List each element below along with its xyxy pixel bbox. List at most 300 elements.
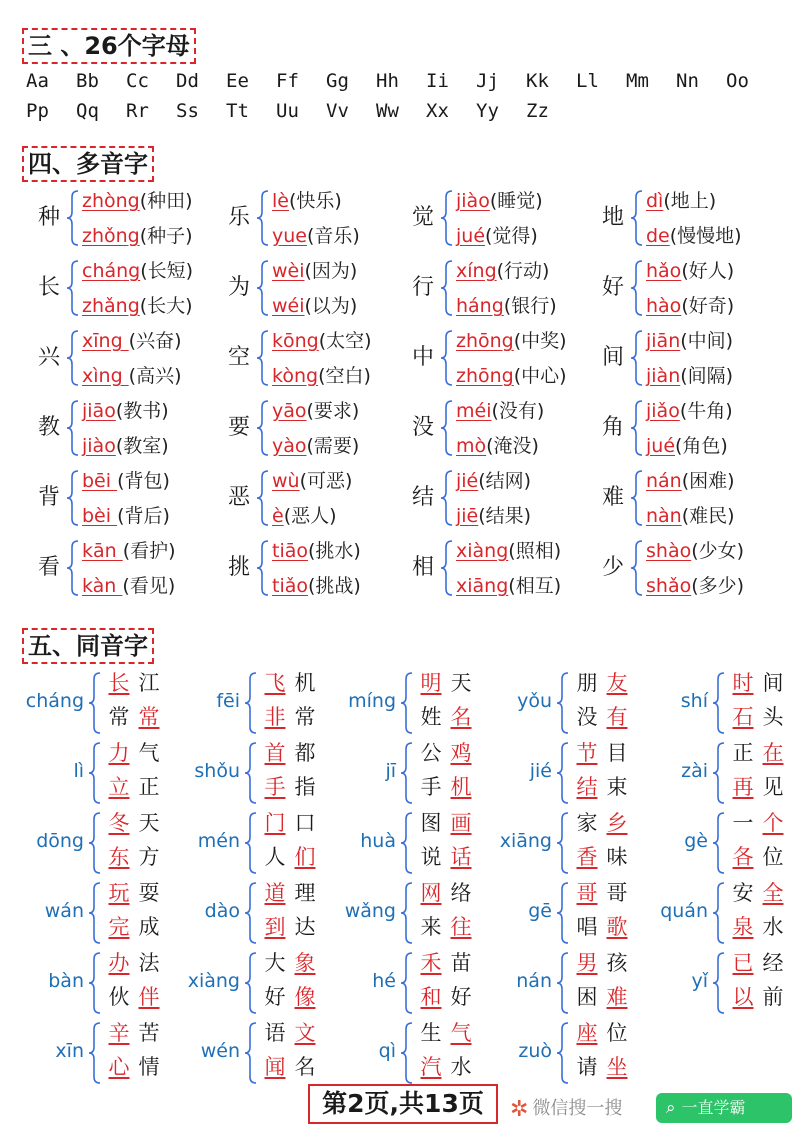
polyphonic-entry: [602, 398, 792, 458]
homophone-word: [728, 810, 788, 836]
reading-pinyin: jiǎo: [646, 400, 680, 422]
homophone-entry: [166, 880, 326, 946]
brace-icon: [66, 190, 80, 246]
polyphonic-entry: [38, 328, 228, 388]
brace-icon: [88, 812, 102, 874]
brace-icon: [440, 190, 454, 246]
homophone-character: 人: [264, 845, 286, 869]
homophone-entry: [634, 950, 794, 1016]
reading-example-word: (教室): [115, 435, 169, 457]
reading-line: [272, 189, 342, 213]
homophone-entry: [478, 740, 638, 806]
alphabet-section-title: 三 、26个字母: [22, 28, 196, 64]
homophone-character-highlighted: 心: [108, 1055, 130, 1079]
homophone-entry: [10, 950, 170, 1016]
reading-example-word: (行动): [496, 260, 550, 282]
homophone-character-highlighted: 东: [108, 845, 130, 869]
homophone-character: 公: [420, 741, 442, 765]
homophone-character-highlighted: 象: [294, 951, 316, 975]
brace-icon: [556, 1022, 570, 1084]
reading-line: [646, 504, 735, 528]
letter-pair: Aa: [26, 70, 49, 92]
reading-line: [82, 574, 175, 598]
homophone-character-highlighted: 歌: [606, 915, 628, 939]
homophone-character: 正: [138, 775, 160, 799]
reading-line: [646, 539, 744, 563]
reading-line: [82, 364, 182, 388]
reading-line: [646, 259, 734, 283]
homophone-entry: [634, 740, 794, 806]
homophone-word: [572, 984, 632, 1010]
homophone-word: [416, 844, 476, 870]
homophone-word: [728, 950, 788, 976]
reading-line: [82, 224, 193, 248]
homophone-character: 束: [606, 775, 628, 799]
homophone-word: [728, 880, 788, 906]
reading-pinyin: zhǎng: [82, 295, 140, 317]
homophone-word: [728, 774, 788, 800]
reading-example-word: (教书): [115, 400, 169, 422]
reading-line: [646, 469, 735, 493]
homophone-word: [260, 1054, 320, 1080]
homophone-section-title: 五、同音字: [22, 628, 154, 664]
brace-icon: [244, 882, 258, 944]
brace-icon: [244, 672, 258, 734]
homophone-entry: [634, 670, 794, 736]
homophone-character-highlighted: 名: [450, 705, 472, 729]
homophone-word: [416, 670, 476, 696]
brace-icon: [630, 260, 644, 316]
homophone-word: [104, 950, 164, 976]
homophone-word: [416, 1020, 476, 1046]
homophone-character-highlighted: 已: [732, 951, 754, 975]
brace-icon: [556, 742, 570, 804]
reading-pinyin: bēi: [82, 470, 118, 492]
homophone-entry: [166, 1020, 326, 1086]
homophone-entry: [478, 1020, 638, 1086]
homophone-pinyin: dōng: [36, 830, 84, 852]
homophone-entry: [10, 670, 170, 736]
letter-pair: Rr: [126, 100, 149, 122]
reading-example-word: (中奖): [513, 330, 567, 352]
reading-example-word: (中间): [680, 330, 734, 352]
homophone-character: 耍: [138, 881, 160, 905]
homophone-character: 名: [294, 1055, 316, 1079]
reading-pinyin: xīng: [82, 330, 129, 352]
reading-pinyin: jiào: [456, 190, 490, 212]
reading-example-word: (难民): [681, 505, 735, 527]
polyphonic-entry: [38, 538, 228, 598]
polyphonic-character: 行: [412, 275, 435, 300]
polyphonic-character: 少: [602, 555, 625, 580]
homophone-character-highlighted: 禾: [420, 951, 442, 975]
reading-line: [82, 434, 169, 458]
homophone-word: [572, 740, 632, 766]
homophone-pinyin: huà: [360, 830, 396, 852]
reading-line: [272, 574, 361, 598]
homophone-pinyin: shǒu: [194, 760, 240, 782]
letter-pair: Ii: [426, 70, 449, 92]
homophone-word: [416, 914, 476, 940]
homophone-character: 间: [762, 671, 784, 695]
brace-icon: [556, 672, 570, 734]
reading-example-word: (可恶): [299, 470, 353, 492]
reading-line: [272, 504, 337, 528]
homophone-character: 好: [264, 985, 286, 1009]
reading-pinyin: zhōng: [456, 330, 514, 352]
reading-line: [646, 189, 716, 213]
homophone-character: 经: [762, 951, 784, 975]
brace-icon: [88, 882, 102, 944]
homophone-word: [728, 914, 788, 940]
homophone-character: 唱: [576, 915, 598, 939]
homophone-entry: [10, 740, 170, 806]
wechat-search-watermark: [510, 1094, 622, 1122]
homophone-entry: [322, 810, 482, 876]
reading-line: [272, 259, 357, 283]
homophone-entry: [322, 1020, 482, 1086]
reading-line: [272, 469, 352, 493]
brace-icon: [66, 470, 80, 526]
homophone-character: 味: [606, 845, 628, 869]
reading-pinyin: jué: [646, 435, 676, 457]
letter-pair: Gg: [326, 70, 349, 92]
homophone-word: [260, 880, 320, 906]
homophone-word: [416, 880, 476, 906]
homophone-pinyin: xiāng: [499, 830, 552, 852]
reading-example-word: (快乐): [288, 190, 342, 212]
reading-pinyin: zhōng: [456, 365, 514, 387]
homophone-character: 情: [138, 1055, 160, 1079]
homophone-character: 苗: [450, 951, 472, 975]
brace-icon: [66, 540, 80, 596]
reading-line: [82, 539, 176, 563]
homophone-word: [260, 810, 320, 836]
reading-example-word: (多少): [691, 575, 745, 597]
polyphonic-entry: [602, 468, 792, 528]
reading-line: [272, 399, 359, 423]
homophone-word: [104, 1054, 164, 1080]
reading-example-word: (高兴): [128, 365, 182, 387]
brace-icon: [256, 260, 270, 316]
homophone-word: [104, 984, 164, 1010]
homophone-word: [260, 914, 320, 940]
homophone-entry: [322, 740, 482, 806]
homophone-word: [104, 740, 164, 766]
letter-pair: Pp: [26, 100, 49, 122]
homophone-pinyin: wǎng: [344, 900, 396, 922]
reading-example-word: (中心): [513, 365, 567, 387]
homophone-pinyin: quán: [660, 900, 708, 922]
homophone-entry: [166, 810, 326, 876]
homophone-pinyin: wán: [44, 900, 84, 922]
homophone-character: 正: [732, 741, 754, 765]
brace-icon: [556, 882, 570, 944]
homophone-character: 气: [138, 741, 160, 765]
homophone-entry: [634, 810, 794, 876]
homophone-entry: [322, 880, 482, 946]
homophone-word: [416, 740, 476, 766]
letter-pair: Ww: [376, 100, 399, 122]
homophone-word: [728, 844, 788, 870]
polyphonic-entry: [412, 538, 602, 598]
reading-example-word: (太空): [318, 330, 372, 352]
reading-example-word: (睡觉): [489, 190, 543, 212]
reading-example-word: (结果): [478, 505, 532, 527]
reading-pinyin: è: [272, 505, 284, 527]
reading-example-word: (空白): [318, 365, 371, 387]
reading-line: [272, 329, 372, 353]
polyphonic-entry: [228, 398, 418, 458]
reading-example-word: (以为): [304, 295, 358, 317]
homophone-entry: [322, 670, 482, 736]
letter-pair: Jj: [476, 70, 499, 92]
brace-icon: [88, 952, 102, 1014]
polyphonic-entry: [602, 188, 792, 248]
homophone-word: [104, 810, 164, 836]
reading-pinyin: kōng: [272, 330, 319, 352]
reading-example-word: (牛角): [679, 400, 733, 422]
homophone-character: 家: [576, 811, 598, 835]
reading-example-word: (背后): [117, 505, 170, 527]
letter-pair: Mm: [626, 70, 649, 92]
homophone-character-highlighted: 玩: [108, 881, 130, 905]
reading-pinyin: kàn: [82, 575, 123, 597]
reading-pinyin: xiàng: [456, 540, 509, 562]
homophone-character: 前: [762, 985, 784, 1009]
homophone-word: [572, 1054, 632, 1080]
homophone-character: 法: [138, 951, 160, 975]
homophone-character: 没: [576, 705, 598, 729]
homophone-character: 络: [450, 881, 472, 905]
reading-pinyin: xíng: [456, 260, 497, 282]
reading-pinyin: háng: [456, 295, 504, 317]
homophone-word: [416, 810, 476, 836]
reading-line: [456, 399, 544, 423]
brace-icon: [256, 540, 270, 596]
homophone-character: 达: [294, 915, 316, 939]
polyphonic-character: 兴: [38, 345, 61, 370]
homophone-character: 安: [732, 881, 754, 905]
brace-icon: [88, 672, 102, 734]
homophone-character-highlighted: 机: [450, 775, 472, 799]
homophone-word: [104, 844, 164, 870]
letter-pair: Ff: [276, 70, 299, 92]
reading-pinyin: yue: [272, 225, 307, 247]
polyphonic-character: 角: [602, 415, 625, 440]
homophone-character: 位: [762, 845, 784, 869]
account-name: 一直学霸: [681, 1098, 746, 1117]
reading-line: [82, 294, 193, 318]
homophone-entry: [634, 880, 794, 946]
homophone-character: 常: [294, 705, 316, 729]
reading-line: [456, 434, 539, 458]
polyphonic-character: 难: [602, 485, 625, 510]
homophone-word: [260, 984, 320, 1010]
reading-pinyin: nàn: [646, 505, 682, 527]
reading-pinyin: jié: [456, 470, 479, 492]
brace-icon: [400, 882, 414, 944]
polyphonic-character: 空: [228, 345, 251, 370]
homophone-word: [260, 844, 320, 870]
homophone-word: [572, 950, 632, 976]
reading-pinyin: wù: [272, 470, 300, 492]
brace-icon: [440, 330, 454, 386]
reading-pinyin: méi: [456, 400, 492, 422]
polyphonic-entry: [228, 538, 418, 598]
reading-example-word: (少女): [691, 540, 745, 562]
reading-pinyin: hào: [646, 295, 682, 317]
homophone-character: 天: [450, 671, 472, 695]
brace-icon: [400, 1022, 414, 1084]
homophone-character-highlighted: 网: [420, 881, 442, 905]
polyphonic-character: 觉: [412, 205, 435, 230]
brace-icon: [440, 260, 454, 316]
polyphonic-character: 背: [38, 485, 61, 510]
polyphonic-character: 间: [602, 345, 625, 370]
letter-pair: Yy: [476, 100, 499, 122]
homophone-character-highlighted: 泉: [732, 915, 754, 939]
brace-icon: [630, 400, 644, 456]
homophone-character-highlighted: 哥: [576, 881, 598, 905]
homophone-word: [104, 670, 164, 696]
homophone-character-highlighted: 长: [108, 671, 130, 695]
reading-example-word: (照相): [508, 540, 562, 562]
reading-example-word: (间隔): [680, 365, 734, 387]
reading-example-word: (挑战): [308, 575, 361, 597]
homophone-word: [728, 670, 788, 696]
homophone-character-highlighted: 乡: [606, 811, 628, 835]
polyphonic-section-title: 四、多音字: [22, 146, 154, 182]
letter-pair: Xx: [426, 100, 449, 122]
reading-example-word: (角色): [675, 435, 728, 457]
reading-pinyin: kān: [82, 540, 123, 562]
polyphonic-entry: [602, 538, 792, 598]
homophone-character-highlighted: 友: [606, 671, 628, 695]
reading-pinyin: jué: [456, 225, 486, 247]
homophone-word: [260, 1020, 320, 1046]
homophone-word: [572, 844, 632, 870]
reading-pinyin: jiàn: [646, 365, 681, 387]
brace-icon: [556, 812, 570, 874]
reading-pinyin: zhòng: [82, 190, 140, 212]
homophone-pinyin: hé: [372, 970, 396, 992]
reading-line: [82, 399, 169, 423]
homophone-character: 头: [762, 705, 784, 729]
reading-line: [456, 574, 561, 598]
homophone-word: [728, 704, 788, 730]
reading-line: [272, 294, 357, 318]
homophone-character-highlighted: 道: [264, 881, 286, 905]
reading-example-word: (要求): [306, 400, 360, 422]
brace-icon: [66, 260, 80, 316]
homophone-word: [728, 740, 788, 766]
homophone-character-highlighted: 有: [606, 705, 628, 729]
homophone-character-highlighted: 坐: [606, 1055, 628, 1079]
reading-pinyin: jiào: [82, 435, 116, 457]
homophone-character: 图: [420, 811, 442, 835]
reading-pinyin: tiāo: [272, 540, 308, 562]
polyphonic-entry: [412, 398, 602, 458]
reading-example-word: (看见): [122, 575, 176, 597]
polyphonic-character: 看: [38, 555, 61, 580]
letter-pair: Qq: [76, 100, 99, 122]
homophone-character-highlighted: 们: [294, 845, 316, 869]
brace-icon: [66, 400, 80, 456]
homophone-character: 姓: [420, 705, 442, 729]
homophone-character: 好: [450, 985, 472, 1009]
homophone-character-highlighted: 时: [732, 671, 754, 695]
homophone-character-highlighted: 男: [576, 951, 598, 975]
homophone-pinyin: gè: [684, 830, 708, 852]
polyphonic-entry: [38, 398, 228, 458]
letter-pair: Nn: [676, 70, 699, 92]
reading-example-word: (需要): [306, 435, 360, 457]
polyphonic-entry: [412, 188, 602, 248]
homophone-entry: [166, 740, 326, 806]
homophone-word: [104, 914, 164, 940]
polyphonic-character: 中: [412, 345, 435, 370]
reading-pinyin: tiǎo: [272, 575, 308, 597]
account-search-chip[interactable]: [656, 1093, 792, 1123]
reading-line: [82, 259, 193, 283]
homophone-character-highlighted: 力: [108, 741, 130, 765]
reading-line: [456, 259, 549, 283]
brace-icon: [712, 812, 726, 874]
reading-pinyin: dì: [646, 190, 664, 212]
reading-pinyin: wéi: [272, 295, 305, 317]
letter-pair: Zz: [526, 100, 549, 122]
polyphonic-character: 挑: [228, 555, 251, 580]
homophone-character: 指: [294, 775, 316, 799]
polyphonic-character: 相: [412, 555, 435, 580]
brace-icon: [256, 470, 270, 526]
polyphonic-character: 结: [412, 485, 435, 510]
homophone-character-highlighted: 门: [264, 811, 286, 835]
homophone-character: 来: [420, 915, 442, 939]
reading-example-word: (看护): [122, 540, 176, 562]
homophone-word: [572, 704, 632, 730]
reading-pinyin: jiāo: [82, 400, 116, 422]
brace-icon: [244, 812, 258, 874]
homophone-character: 天: [138, 811, 160, 835]
homophone-word: [104, 704, 164, 730]
reading-line: [646, 224, 742, 248]
homophone-word: [416, 1054, 476, 1080]
homophone-pinyin: dào: [204, 900, 240, 922]
homophone-word: [260, 740, 320, 766]
brace-icon: [256, 330, 270, 386]
homophone-entry: [166, 670, 326, 736]
polyphonic-entry: [38, 188, 228, 248]
reading-example-word: (结网): [478, 470, 532, 492]
homophone-character-highlighted: 再: [732, 775, 754, 799]
homophone-character-highlighted: 往: [450, 915, 472, 939]
reading-example-word: (恶人): [283, 505, 337, 527]
homophone-character: 苦: [138, 1021, 160, 1045]
homophone-character-highlighted: 非: [264, 705, 286, 729]
polyphonic-entry: [412, 258, 602, 318]
homophone-word: [416, 704, 476, 730]
reading-line: [646, 574, 744, 598]
homophone-character-highlighted: 文: [294, 1021, 316, 1045]
homophone-character: 朋: [576, 671, 598, 695]
brace-icon: [440, 540, 454, 596]
brace-icon: [66, 330, 80, 386]
reading-pinyin: xiāng: [456, 575, 509, 597]
homophone-word: [572, 914, 632, 940]
homophone-entry: [478, 880, 638, 946]
